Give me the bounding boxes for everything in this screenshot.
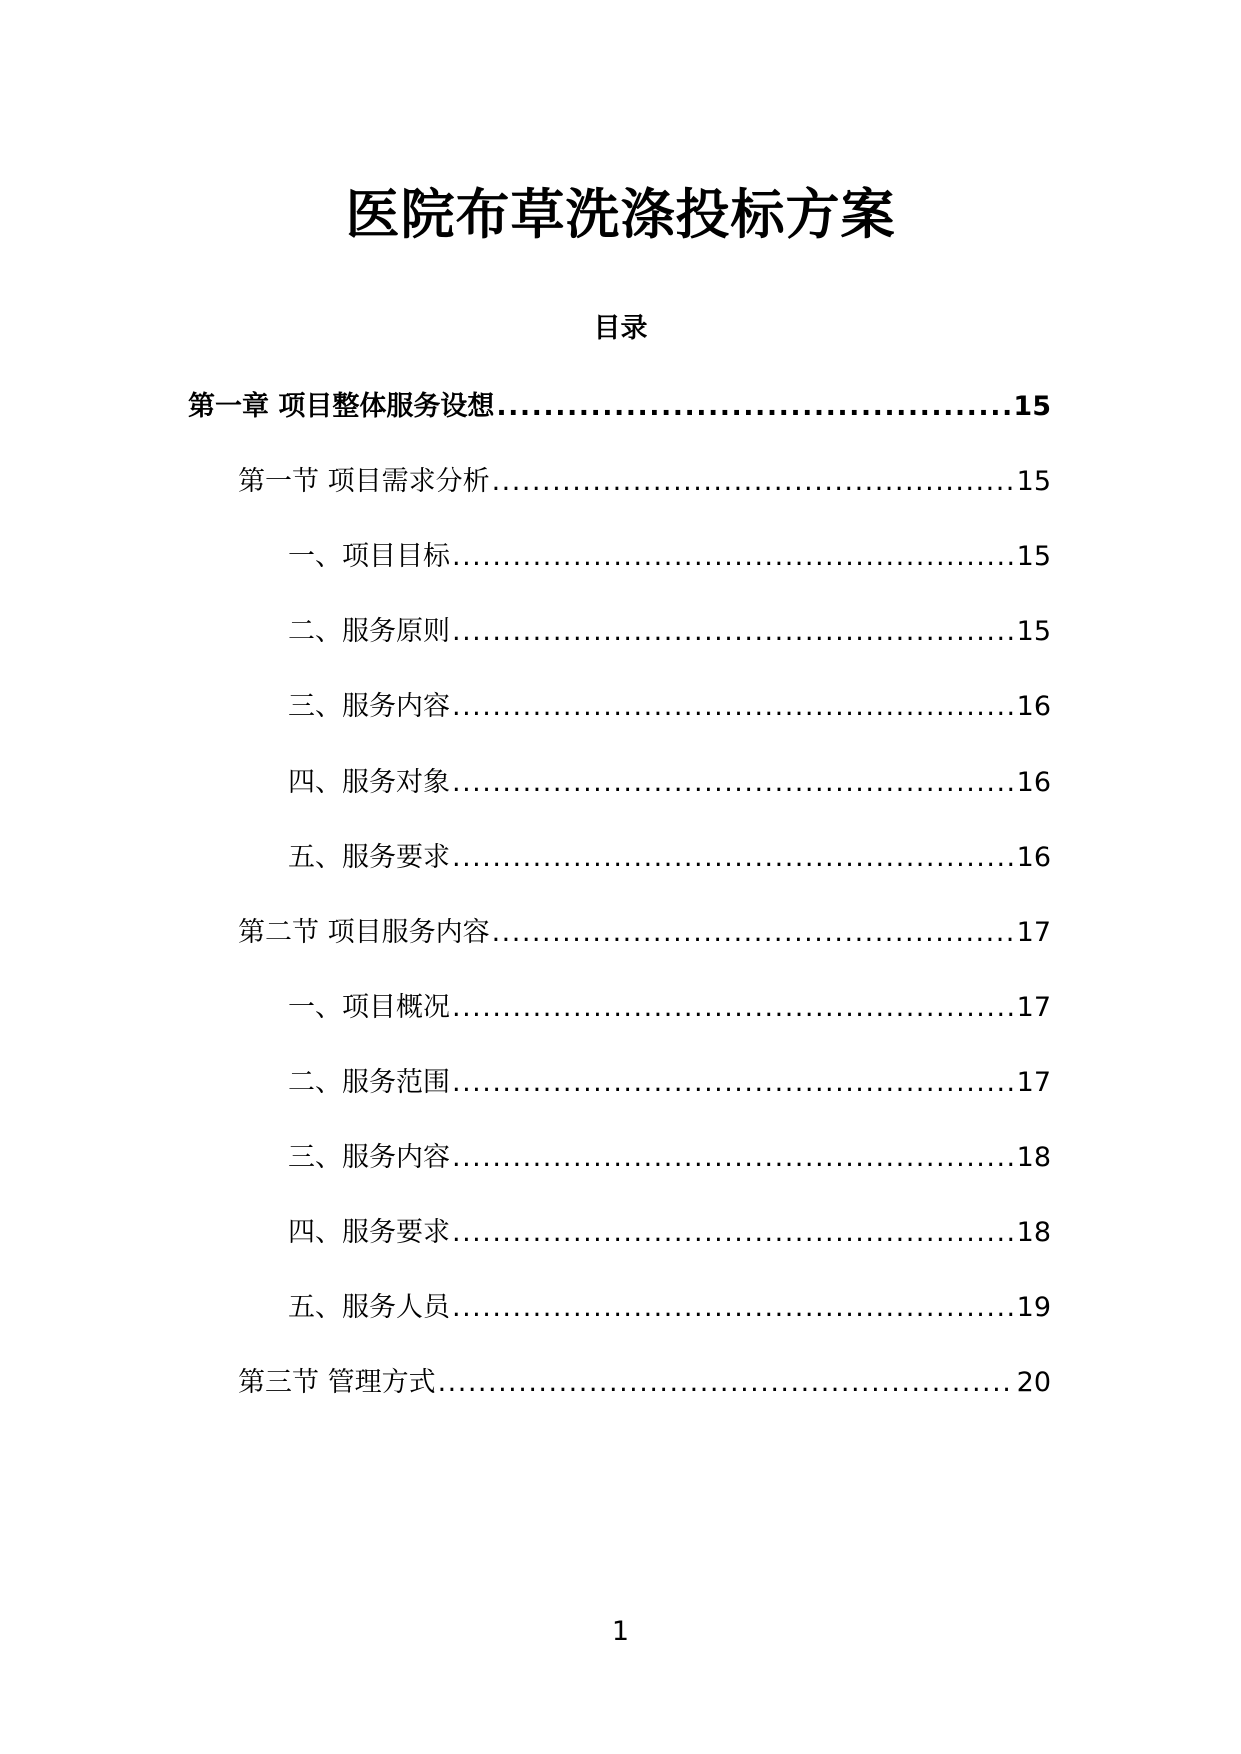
toc-entry-label: 四、服务对象 xyxy=(288,767,450,798)
toc-dot-leader xyxy=(452,763,1015,803)
toc-entry[interactable] xyxy=(238,1363,1051,1403)
toc-dot-leader xyxy=(452,687,1015,727)
toc-dot-leader xyxy=(452,612,1015,652)
toc-entry[interactable] xyxy=(288,838,1051,878)
toc-entry-label: 一、项目概况 xyxy=(288,992,450,1023)
toc-entry-page: 16 xyxy=(1016,691,1051,722)
toc-entry[interactable] xyxy=(288,988,1051,1028)
toc-dot-leader xyxy=(452,1213,1015,1253)
toc-dot-leader xyxy=(452,537,1015,577)
toc-entry-label: 第二节 项目服务内容 xyxy=(238,917,490,948)
toc-entry-label: 第一节 项目需求分析 xyxy=(238,466,490,497)
toc-entry-label: 五、服务人员 xyxy=(288,1292,450,1323)
toc-entry-page: 16 xyxy=(1016,842,1051,873)
toc-entry[interactable] xyxy=(288,1213,1051,1253)
toc-heading: 目录 xyxy=(593,313,648,344)
toc-entry-page: 17 xyxy=(1016,1067,1051,1098)
toc-entry[interactable] xyxy=(238,462,1051,502)
toc-dot-leader xyxy=(492,913,1015,953)
toc-entry-label: 三、服务内容 xyxy=(288,691,450,722)
toc-entry-page: 15 xyxy=(1016,616,1051,647)
toc-dot-leader xyxy=(496,387,1011,427)
toc-entry[interactable] xyxy=(288,1288,1051,1328)
toc-entry[interactable] xyxy=(188,387,1051,427)
toc-dot-leader xyxy=(452,1138,1015,1178)
toc-dot-leader xyxy=(452,838,1015,878)
toc-entry[interactable] xyxy=(288,763,1051,803)
toc-entry[interactable] xyxy=(288,1063,1051,1103)
toc-entry-label: 第一章 项目整体服务设想 xyxy=(188,391,495,422)
toc-entry-page: 16 xyxy=(1016,767,1051,798)
toc-entry-label: 二、服务原则 xyxy=(288,616,450,647)
toc-entry[interactable] xyxy=(288,1138,1051,1178)
toc-entry[interactable] xyxy=(288,687,1051,727)
toc-entry-page: 20 xyxy=(1016,1367,1051,1398)
toc-entry-page: 19 xyxy=(1016,1292,1051,1323)
toc-entry[interactable] xyxy=(288,537,1051,577)
toc-entry-page: 15 xyxy=(1013,391,1051,422)
toc-entry-page: 15 xyxy=(1016,541,1051,572)
document-title: 医院布草洗涤投标方案 xyxy=(345,183,896,246)
toc-dot-leader xyxy=(452,1063,1015,1103)
toc-dot-leader xyxy=(438,1363,1015,1403)
toc-entry-label: 一、项目目标 xyxy=(288,541,450,572)
toc-entry[interactable] xyxy=(238,913,1051,953)
toc-entry-label: 二、服务范围 xyxy=(288,1067,450,1098)
toc-entry-label: 三、服务内容 xyxy=(288,1142,450,1173)
toc-entry-page: 15 xyxy=(1016,466,1051,497)
page-number: 1 xyxy=(611,1616,630,1647)
toc-dot-leader xyxy=(452,988,1015,1028)
toc-entry-page: 17 xyxy=(1016,917,1051,948)
toc-entry-label: 五、服务要求 xyxy=(288,842,450,873)
toc-dot-leader xyxy=(452,1288,1015,1328)
toc-entry-page: 17 xyxy=(1016,992,1051,1023)
toc-entry-page: 18 xyxy=(1016,1217,1051,1248)
toc-entry-page: 18 xyxy=(1016,1142,1051,1173)
toc-dot-leader xyxy=(492,462,1015,502)
toc-entry-label: 第三节 管理方式 xyxy=(238,1367,436,1398)
toc-entry-label: 四、服务要求 xyxy=(288,1217,450,1248)
toc-entry[interactable] xyxy=(288,612,1051,652)
